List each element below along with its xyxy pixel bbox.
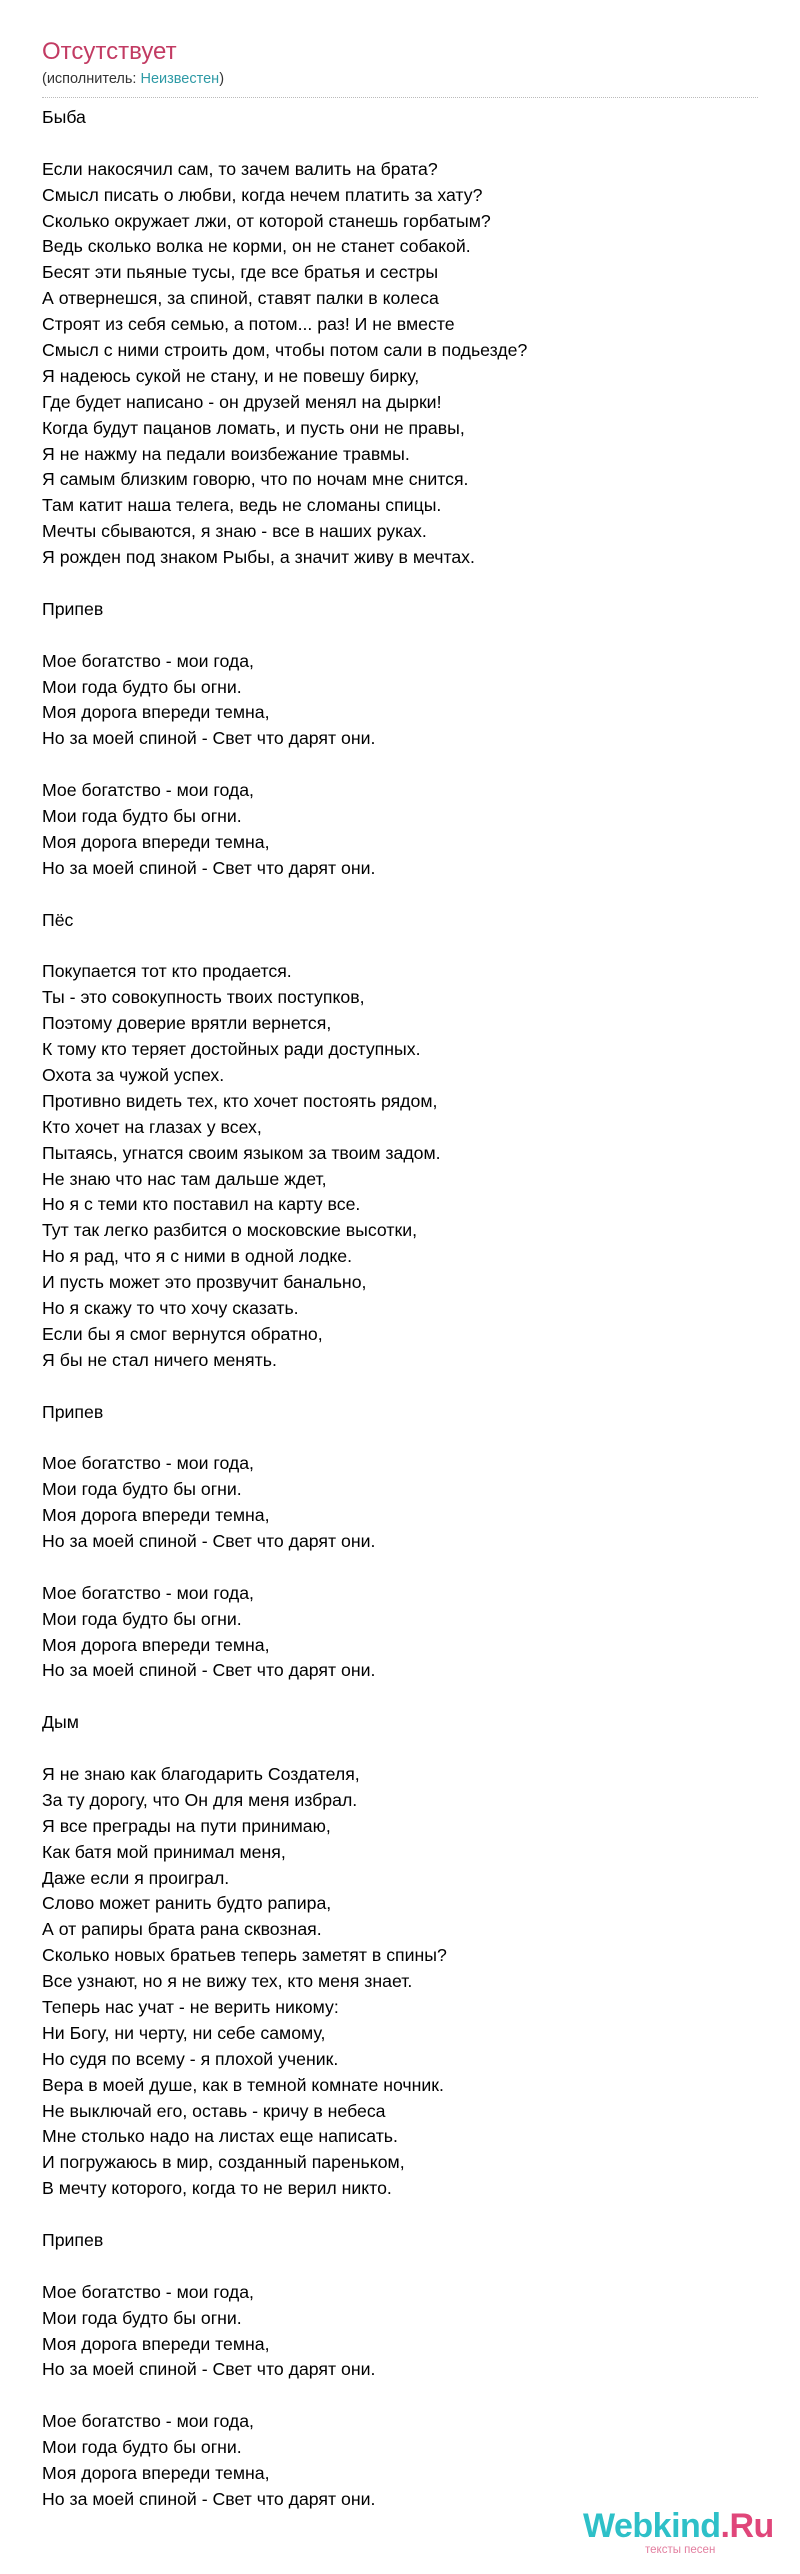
lyric-line: Тут так легко разбится о московские высотки,: [42, 1220, 418, 1241]
lyric-line: Припев: [42, 2230, 104, 2251]
song-title: Отсутствует: [42, 38, 177, 65]
header-divider: [42, 97, 758, 98]
artist-suffix: ): [219, 71, 225, 87]
lyric-line: Моя дорога впереди темна,: [42, 1634, 270, 1655]
lyric-line: Ты - это совокупность твоих поступков,: [42, 987, 365, 1008]
lyric-blank-line: [42, 571, 762, 597]
lyric-blank-line: [42, 2254, 762, 2280]
lyric-line: Мои года будто бы огни.: [42, 1608, 242, 1629]
lyric-line: Строят из себя семью, а потом... раз! И не вместе: [42, 314, 455, 335]
lyric-line: Теперь нас учат - не верить никому:: [42, 1997, 339, 2018]
lyric-line: Мечты сбываются, я знаю - все в наших руках.: [42, 521, 427, 542]
lyric-line: К тому кто теряет достойных ради доступных.: [42, 1039, 421, 1060]
lyric-line: Мои года будто бы огни.: [42, 806, 242, 827]
lyric-line: Моя дорога впереди темна,: [42, 1505, 270, 1526]
lyric-line: Я не нажму на педали воизбежание травмы.: [42, 443, 410, 464]
artist-link[interactable]: Неизвестен: [140, 71, 220, 87]
lyric-line: Мои года будто бы огни.: [42, 676, 242, 697]
lyric-line: Мои года будто бы огни.: [42, 1479, 242, 1500]
lyric-line: Но за моей спиной - Свет что дарят они.: [42, 1660, 376, 1681]
lyric-line: Мое богатство - мои года,: [42, 650, 254, 671]
logo-main-text: Webkind: [583, 2507, 721, 2545]
lyric-line: Я не знаю как благодарить Создателя,: [42, 1764, 360, 1784]
lyric-line: Вера в моей душе, как в темной комнате ночник.: [42, 2074, 444, 2095]
lyrics-text: [42, 105, 762, 2513]
lyric-line: Все узнают, но я не вижу тех, кто меня знает.: [42, 1971, 413, 1992]
lyric-line: Там катит наша телега, ведь не сломаны спицы.: [42, 495, 442, 516]
lyric-line: Смысл с ними строить дом, чтобы потом сали в подьезде?: [42, 340, 528, 361]
artist-line: [42, 71, 224, 87]
lyric-line: Не выключай его, оставь - кричу в небеса: [42, 2100, 386, 2121]
lyric-line: И пусть может это прозвучит банально,: [42, 1272, 367, 1293]
lyric-line: Если накосячил сам, то зачем валить на брата?: [42, 158, 438, 179]
site-logo[interactable]: [583, 2507, 773, 2559]
lyric-blank-line: [42, 1736, 762, 1762]
lyric-blank-line: [42, 1425, 762, 1451]
lyric-line: Мое богатство - мои года,: [42, 1453, 254, 1474]
lyric-blank-line: [42, 934, 762, 960]
lyric-line: Как батя мой принимал меня,: [42, 1841, 286, 1862]
logo-tagline: тексты песен: [645, 2544, 716, 2556]
lyric-line: Мое богатство - мои года,: [42, 1582, 254, 1603]
lyric-line: Но я скажу то что хочу сказать.: [42, 1297, 299, 1318]
lyric-line: Моя дорога впереди темна,: [42, 2463, 270, 2484]
lyric-blank-line: [42, 131, 762, 157]
lyric-blank-line: [42, 752, 762, 778]
lyric-line: Ведь сколько волка не корми, он не станет собакой.: [42, 236, 471, 257]
lyric-blank-line: [42, 2202, 762, 2228]
lyric-line: Смысл писать о любви, когда нечем платить за хату?: [42, 184, 483, 205]
lyric-line: Дым: [42, 1712, 79, 1733]
lyric-line: В мечту которого, когда то не верил никто.: [42, 2178, 392, 2199]
lyric-line: Мне столько надо на листах еще написать.: [42, 2126, 398, 2147]
lyric-line: Припев: [42, 598, 104, 619]
lyric-line: Припев: [42, 1401, 104, 1422]
lyric-line: Моя дорога впереди темна,: [42, 831, 270, 852]
lyric-line: Пёс: [42, 909, 74, 930]
lyric-line: Быба: [42, 107, 86, 127]
lyric-line: Мое богатство - мои года,: [42, 2281, 254, 2302]
lyric-line: А от рапиры брата рана сквозная.: [42, 1919, 322, 1940]
lyric-line: Я самым близким говорю, что по ночам мне снится.: [42, 469, 469, 490]
lyric-line: Сколько новых братьев теперь заметят в спины?: [42, 1945, 447, 1966]
lyric-line: Не знаю что нас там дальше ждет,: [42, 1168, 327, 1189]
lyric-line: Противно видеть тех, кто хочет постоять рядом,: [42, 1090, 438, 1111]
lyric-line: Мое богатство - мои года,: [42, 2411, 254, 2432]
lyric-line: Моя дорога впереди темна,: [42, 702, 270, 723]
logo-tld-text: .Ru: [720, 2507, 774, 2545]
lyric-line: Слово может ранить будто рапира,: [42, 1893, 332, 1914]
lyric-line: Пытаясь, угнатся своим языком за твоим задом.: [42, 1142, 441, 1163]
lyric-line: Но за моей спиной - Свет что дарят они.: [42, 728, 376, 749]
lyric-line: Ни Богу, ни черту, ни себе самому,: [42, 2022, 326, 2043]
lyric-line: Я надеюсь сукой не стану, и не повешу бирку,: [42, 365, 420, 386]
lyric-line: Но судя по всему - я плохой ученик.: [42, 2048, 339, 2069]
lyric-line: Где будет написано - он друзей менял на дырки!: [42, 391, 442, 412]
lyric-blank-line: [42, 2383, 762, 2409]
lyric-line: Но за моей спиной - Свет что дарят они.: [42, 1530, 376, 1551]
lyric-line: Бесят эти пьяные тусы, где все братья и сестры: [42, 262, 439, 283]
lyric-line: Но за моей спиной - Свет что дарят они.: [42, 2488, 376, 2509]
logo-wordmark: [583, 2507, 774, 2546]
lyric-line: Поэтому доверие врятли вернется,: [42, 1013, 332, 1034]
lyric-line: За ту дорогу, что Он для меня избрал.: [42, 1789, 358, 1810]
lyric-line: Но за моей спиной - Свет что дарят они.: [42, 857, 376, 878]
lyric-line: Когда будут пацанов ломать, и пусть они не правы,: [42, 417, 465, 438]
lyric-line: Я все преграды на пути принимаю,: [42, 1815, 331, 1836]
lyric-line: Сколько окружает лжи, от которой станешь горбатым?: [42, 210, 491, 231]
lyric-line: Даже если я проиграл.: [42, 1867, 230, 1888]
lyric-line: Но я с теми кто поставил на карту все.: [42, 1194, 361, 1215]
artist-prefix: (исполнитель:: [42, 71, 141, 87]
lyric-blank-line: [42, 623, 762, 649]
lyric-blank-line: [42, 882, 762, 908]
lyric-line: Моя дорога впереди темна,: [42, 2333, 270, 2354]
lyric-line: Мое богатство - мои года,: [42, 780, 254, 801]
lyric-line: Я рожден под знаком Рыбы, а значит живу в мечтах.: [42, 547, 475, 568]
lyric-blank-line: [42, 1555, 762, 1581]
lyric-line: Покупается тот кто продается.: [42, 961, 292, 982]
lyric-blank-line: [42, 1374, 762, 1400]
lyric-line: Я бы не стал ничего менять.: [42, 1349, 277, 1370]
lyric-line: Но за моей спиной - Свет что дарят они.: [42, 2359, 376, 2380]
lyric-line: Если бы я смог вернутся обратно,: [42, 1323, 323, 1344]
lyric-line: И погружаюсь в мир, созданный пареньком,: [42, 2152, 405, 2173]
lyric-line: Охота за чужой успех.: [42, 1064, 225, 1085]
lyric-line: Мои года будто бы огни.: [42, 2437, 242, 2458]
lyric-line: Кто хочет на глазах у всех,: [42, 1116, 262, 1137]
lyric-line: Но я рад, что я с ними в одной лодке.: [42, 1246, 353, 1267]
lyric-line: А отвернешся, за спиной, ставят палки в колеса: [42, 288, 439, 309]
lyric-line: Мои года будто бы огни.: [42, 2307, 242, 2328]
lyric-blank-line: [42, 1684, 762, 1710]
